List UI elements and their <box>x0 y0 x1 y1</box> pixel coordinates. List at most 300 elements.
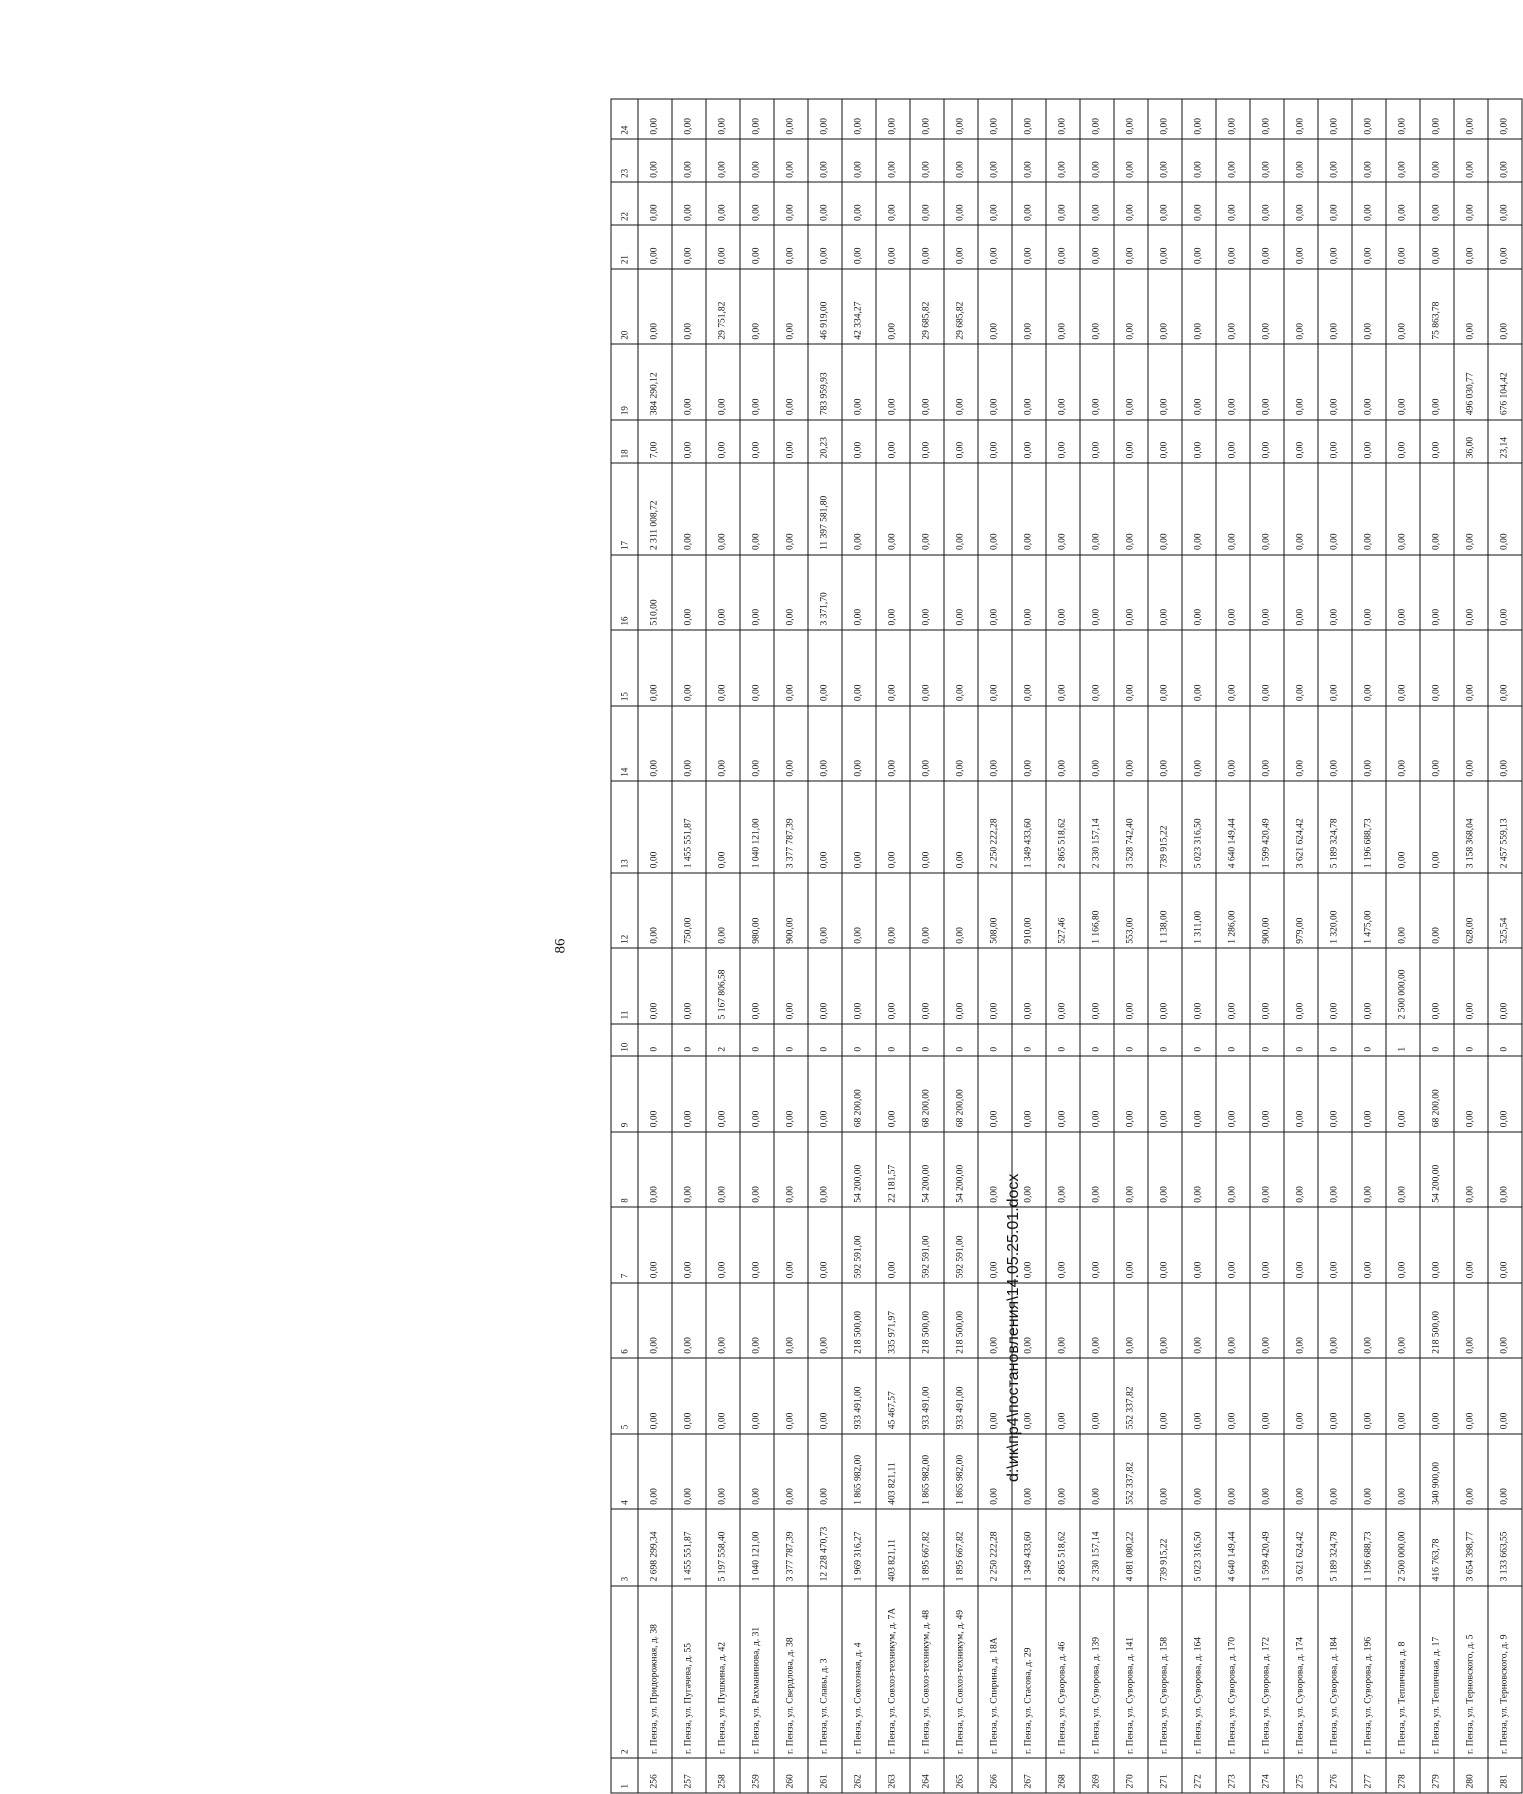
value-cell: 0,00 <box>1250 225 1284 268</box>
value-cell: 0 <box>1148 1024 1182 1056</box>
value-cell: 0,00 <box>1352 463 1386 555</box>
value-cell: 0,00 <box>1182 139 1216 182</box>
value-cell: 0,00 <box>944 182 978 225</box>
row-number-cell: 270 <box>1114 1758 1148 1793</box>
table-row <box>672 99 706 1793</box>
value-cell: 0,00 <box>876 948 910 1024</box>
column-number-cell: 17 <box>611 463 638 555</box>
value-cell: 0,00 <box>1488 1132 1522 1208</box>
value-cell: 0,00 <box>672 706 706 782</box>
value-cell: 1 349 433,60 <box>1012 1509 1046 1586</box>
value-cell: 0,00 <box>740 344 774 420</box>
row-number-cell: 272 <box>1182 1758 1216 1793</box>
value-cell: 0,00 <box>1216 948 1250 1024</box>
value-cell: 46 919,00 <box>808 269 842 345</box>
value-cell: 0,00 <box>774 630 808 706</box>
value-cell: 1 138,00 <box>1148 873 1182 949</box>
value-cell: 0,00 <box>1386 630 1420 706</box>
address-cell: г. Пенза, ул. Тепличная, д. 8 <box>1386 1586 1420 1759</box>
value-cell: 0,00 <box>876 225 910 268</box>
value-cell: 0,00 <box>944 420 978 463</box>
value-cell: 0,00 <box>638 1434 672 1510</box>
page-number: 86 <box>552 938 569 954</box>
value-cell: 0,00 <box>1216 555 1250 631</box>
value-cell: 0,00 <box>1148 463 1182 555</box>
value-cell: 0,00 <box>1420 948 1454 1024</box>
value-cell: 0,00 <box>774 344 808 420</box>
value-cell: 0,00 <box>1012 139 1046 182</box>
value-cell: 1 599 420,49 <box>1250 1509 1284 1586</box>
value-cell: 0,00 <box>1318 1283 1352 1359</box>
value-cell: 2 250 222,28 <box>978 1509 1012 1586</box>
value-cell: 0 <box>1012 1024 1046 1056</box>
value-cell: 0,00 <box>1284 1283 1318 1359</box>
value-cell: 0,00 <box>1216 420 1250 463</box>
value-cell: 0,00 <box>774 463 808 555</box>
value-cell: 0 <box>1114 1024 1148 1056</box>
value-cell: 1 865 982,00 <box>910 1434 944 1510</box>
value-cell: 29 685,82 <box>910 269 944 345</box>
value-cell: 0,00 <box>1454 630 1488 706</box>
value-cell: 0,00 <box>978 1132 1012 1208</box>
value-cell: 403 821,11 <box>876 1509 910 1586</box>
value-cell: 0,00 <box>978 420 1012 463</box>
value-cell: 0,00 <box>1352 420 1386 463</box>
value-cell: 0,00 <box>1182 99 1216 139</box>
value-cell: 0,00 <box>876 555 910 631</box>
value-cell: 0,00 <box>842 182 876 225</box>
value-cell: 0,00 <box>1488 630 1522 706</box>
value-cell: 0,00 <box>1080 555 1114 631</box>
value-cell: 0,00 <box>1386 555 1420 631</box>
file-path-footer: d:\ик\пр4\постановления\14.05.25.01.docx <box>1005 1173 1022 1482</box>
value-cell: 0,00 <box>1284 630 1318 706</box>
value-cell: 0,00 <box>1454 1056 1488 1132</box>
value-cell: 0,00 <box>1080 182 1114 225</box>
value-cell: 0,00 <box>910 420 944 463</box>
value-cell: 0,00 <box>1488 99 1522 139</box>
value-cell: 0,00 <box>808 706 842 782</box>
value-cell: 0 <box>1216 1024 1250 1056</box>
table-row <box>774 99 808 1793</box>
column-number-cell: 3 <box>611 1509 638 1586</box>
address-cell: г. Пенза, ул. Суворова, д. 139 <box>1080 1586 1114 1759</box>
table-row <box>1216 99 1250 1793</box>
value-cell: 2 330 157,14 <box>1080 781 1114 873</box>
value-cell: 933 491,00 <box>842 1358 876 1434</box>
value-cell: 0,00 <box>1250 1132 1284 1208</box>
value-cell: 0,00 <box>1318 630 1352 706</box>
value-cell: 0,00 <box>1148 99 1182 139</box>
value-cell: 0,00 <box>1216 1434 1250 1510</box>
value-cell: 0,00 <box>1318 420 1352 463</box>
value-cell: 4 640 149,44 <box>1216 1509 1250 1586</box>
value-cell: 3 371,70 <box>808 555 842 631</box>
value-cell: 0,00 <box>1420 781 1454 873</box>
value-cell: 0,00 <box>774 269 808 345</box>
value-cell: 1 320,00 <box>1318 873 1352 949</box>
value-cell: 0,00 <box>740 1283 774 1359</box>
value-cell: 0 <box>876 1024 910 1056</box>
value-cell: 0 <box>1284 1024 1318 1056</box>
value-cell: 0,00 <box>978 1434 1012 1510</box>
value-cell: 1 865 982,00 <box>944 1434 978 1510</box>
value-cell: 0,00 <box>842 420 876 463</box>
address-cell: г. Пенза, ул. Суворова, д. 141 <box>1114 1586 1148 1759</box>
value-cell: 496 030,77 <box>1454 344 1488 420</box>
value-cell: 0,00 <box>706 706 740 782</box>
table-row <box>1250 99 1284 1793</box>
value-cell: 510,00 <box>638 555 672 631</box>
value-cell: 0,00 <box>1012 1434 1046 1510</box>
column-number-cell: 1 <box>611 1758 638 1793</box>
value-cell: 0,00 <box>808 1358 842 1434</box>
value-cell: 979,00 <box>1284 873 1318 949</box>
value-cell: 0,00 <box>808 873 842 949</box>
value-cell: 0,00 <box>910 182 944 225</box>
address-cell: г. Пенза, ул. Суворова, д. 164 <box>1182 1586 1216 1759</box>
value-cell: 0,00 <box>1284 1132 1318 1208</box>
data-table <box>611 99 1523 1794</box>
value-cell: 0,00 <box>1488 1358 1522 1434</box>
value-cell: 0,00 <box>706 1283 740 1359</box>
value-cell: 1 196 688,73 <box>1352 781 1386 873</box>
value-cell: 0,00 <box>1182 225 1216 268</box>
column-number-cell: 22 <box>611 182 638 225</box>
value-cell: 0,00 <box>1182 1434 1216 1510</box>
value-cell: 0,00 <box>944 706 978 782</box>
value-cell: 0,00 <box>1284 225 1318 268</box>
value-cell: 0 <box>1182 1024 1216 1056</box>
value-cell: 0,00 <box>1182 1132 1216 1208</box>
value-cell: 0,00 <box>1250 1434 1284 1510</box>
value-cell: 0,00 <box>1216 1283 1250 1359</box>
value-cell: 68 200,00 <box>910 1056 944 1132</box>
value-cell: 0,00 <box>944 344 978 420</box>
value-cell: 0,00 <box>1046 1434 1080 1510</box>
value-cell: 0,00 <box>1454 555 1488 631</box>
value-cell: 0,00 <box>1216 139 1250 182</box>
value-cell: 5 167 806,58 <box>706 948 740 1024</box>
value-cell: 0,00 <box>1114 1056 1148 1132</box>
value-cell: 0,00 <box>638 99 672 139</box>
table-row <box>1114 99 1148 1793</box>
value-cell: 0,00 <box>1182 948 1216 1024</box>
value-cell: 0,00 <box>842 630 876 706</box>
value-cell: 0,00 <box>672 269 706 345</box>
value-cell: 0,00 <box>1148 1056 1182 1132</box>
value-cell: 0,00 <box>876 706 910 782</box>
value-cell: 0,00 <box>978 269 1012 345</box>
table-row <box>1352 99 1386 1793</box>
value-cell: 403 821,11 <box>876 1434 910 1510</box>
value-cell: 0,00 <box>1148 1132 1182 1208</box>
value-cell: 0,00 <box>1420 555 1454 631</box>
value-cell: 0,00 <box>808 948 842 1024</box>
value-cell: 0,00 <box>1080 225 1114 268</box>
value-cell: 0,00 <box>1114 463 1148 555</box>
value-cell: 54 200,00 <box>910 1132 944 1208</box>
value-cell: 1 040 121,00 <box>740 781 774 873</box>
value-cell: 0,00 <box>672 555 706 631</box>
value-cell: 68 200,00 <box>1420 1056 1454 1132</box>
value-cell: 0,00 <box>1318 555 1352 631</box>
value-cell: 0,00 <box>1488 1434 1522 1510</box>
value-cell: 0,00 <box>1114 1207 1148 1283</box>
value-cell: 0,00 <box>1250 1207 1284 1283</box>
address-cell: г. Пенза, ул. Совхоз-техникум, д. 48 <box>910 1586 944 1759</box>
value-cell: 0,00 <box>672 420 706 463</box>
value-cell: 0,00 <box>978 1358 1012 1434</box>
value-cell: 0,00 <box>1114 139 1148 182</box>
value-cell: 0,00 <box>842 706 876 782</box>
value-cell: 0,00 <box>808 182 842 225</box>
value-cell: 0,00 <box>1012 1207 1046 1283</box>
value-cell: 0,00 <box>774 706 808 782</box>
value-cell: 0,00 <box>1012 99 1046 139</box>
value-cell: 0,00 <box>1182 1358 1216 1434</box>
value-cell: 1 040 121,00 <box>740 1509 774 1586</box>
value-cell: 0,00 <box>944 781 978 873</box>
table-row <box>808 99 842 1793</box>
value-cell: 525,54 <box>1488 873 1522 949</box>
value-cell: 0,00 <box>638 269 672 345</box>
value-cell: 0,00 <box>842 139 876 182</box>
value-cell: 0,00 <box>1420 420 1454 463</box>
value-cell: 0,00 <box>910 873 944 949</box>
table-row <box>740 99 774 1793</box>
address-cell: г. Пенза, ул. Спирина, д. 18А <box>978 1586 1012 1759</box>
value-cell: 0,00 <box>1386 225 1420 268</box>
value-cell: 0,00 <box>910 948 944 1024</box>
value-cell: 0,00 <box>876 139 910 182</box>
value-cell: 0,00 <box>910 139 944 182</box>
row-number-cell: 269 <box>1080 1758 1114 1793</box>
value-cell: 592 591,00 <box>944 1207 978 1283</box>
row-number-cell: 262 <box>842 1758 876 1793</box>
table-row <box>910 99 944 1793</box>
value-cell: 0,00 <box>774 555 808 631</box>
row-number-cell: 277 <box>1352 1758 1386 1793</box>
value-cell: 0,00 <box>706 463 740 555</box>
value-cell: 0,00 <box>740 269 774 345</box>
value-cell: 628,00 <box>1454 873 1488 949</box>
value-cell: 0,00 <box>638 873 672 949</box>
value-cell: 0,00 <box>1386 99 1420 139</box>
value-cell: 1 969 316,27 <box>842 1509 876 1586</box>
value-cell: 0,00 <box>1216 1132 1250 1208</box>
value-cell: 0,00 <box>1318 948 1352 1024</box>
value-cell: 527,46 <box>1046 873 1080 949</box>
value-cell: 42 334,27 <box>842 269 876 345</box>
row-number-cell: 256 <box>638 1758 672 1793</box>
value-cell: 0,00 <box>1420 139 1454 182</box>
value-cell: 3 528 742,40 <box>1114 781 1148 873</box>
row-number-cell: 273 <box>1216 1758 1250 1793</box>
value-cell: 2 311 008,72 <box>638 463 672 555</box>
value-cell: 0,00 <box>1080 630 1114 706</box>
column-number-cell: 23 <box>611 139 638 182</box>
value-cell: 0,00 <box>774 1434 808 1510</box>
value-cell: 0,00 <box>1182 182 1216 225</box>
value-cell: 0,00 <box>638 781 672 873</box>
value-cell: 0,00 <box>1182 630 1216 706</box>
value-cell: 0,00 <box>1386 269 1420 345</box>
value-cell: 0,00 <box>1352 1283 1386 1359</box>
table-row <box>1284 99 1318 1793</box>
value-cell: 0,00 <box>1080 99 1114 139</box>
value-cell: 0 <box>1488 1024 1522 1056</box>
value-cell: 0,00 <box>1250 99 1284 139</box>
value-cell: 0 <box>638 1024 672 1056</box>
column-number-cell: 20 <box>611 269 638 345</box>
value-cell: 22 181,57 <box>876 1132 910 1208</box>
column-number-cell: 11 <box>611 948 638 1024</box>
value-cell: 552 337,82 <box>1114 1358 1148 1434</box>
table-row <box>1182 99 1216 1793</box>
row-number-cell: 279 <box>1420 1758 1454 1793</box>
value-cell: 0,00 <box>1284 269 1318 345</box>
value-cell: 218 500,00 <box>910 1283 944 1359</box>
value-cell: 0,00 <box>1148 1358 1182 1434</box>
table-row <box>944 99 978 1793</box>
value-cell: 29 685,82 <box>944 269 978 345</box>
value-cell: 0,00 <box>1148 1283 1182 1359</box>
value-cell: 0,00 <box>1148 269 1182 345</box>
value-cell: 0,00 <box>1420 99 1454 139</box>
value-cell: 0,00 <box>740 948 774 1024</box>
value-cell: 2 500 000,00 <box>1386 1509 1420 1586</box>
value-cell: 54 200,00 <box>842 1132 876 1208</box>
value-cell: 0,00 <box>1352 139 1386 182</box>
value-cell: 0,00 <box>876 1207 910 1283</box>
value-cell: 0 <box>740 1024 774 1056</box>
value-cell: 2 457 559,13 <box>1488 781 1522 873</box>
value-cell: 0,00 <box>1250 420 1284 463</box>
value-cell: 0,00 <box>1420 1207 1454 1283</box>
value-cell: 0,00 <box>910 99 944 139</box>
address-cell: г. Пенза, ул. Стасова, д. 29 <box>1012 1586 1046 1759</box>
value-cell: 0,00 <box>672 344 706 420</box>
value-cell: 0,00 <box>774 1283 808 1359</box>
value-cell: 0,00 <box>1012 706 1046 782</box>
value-cell: 900,00 <box>1250 873 1284 949</box>
value-cell: 0,00 <box>1216 269 1250 345</box>
value-cell: 0,00 <box>774 1207 808 1283</box>
value-cell: 0,00 <box>638 225 672 268</box>
value-cell: 0,00 <box>774 1056 808 1132</box>
value-cell: 0,00 <box>1216 1207 1250 1283</box>
value-cell: 0,00 <box>1454 139 1488 182</box>
value-cell: 0,00 <box>1318 269 1352 345</box>
row-number-cell: 276 <box>1318 1758 1352 1793</box>
value-cell: 0,00 <box>1284 706 1318 782</box>
value-cell: 0,00 <box>740 706 774 782</box>
value-cell: 218 500,00 <box>842 1283 876 1359</box>
value-cell: 0,00 <box>1046 1132 1080 1208</box>
value-cell: 0,00 <box>1454 1434 1488 1510</box>
address-cell: г. Пенза, ул. Совхоз-техникум, д. 49 <box>944 1586 978 1759</box>
value-cell: 5 189 324,78 <box>1318 781 1352 873</box>
value-cell: 0,00 <box>978 139 1012 182</box>
value-cell: 0,00 <box>672 99 706 139</box>
value-cell: 0,00 <box>876 1056 910 1132</box>
value-cell: 0,00 <box>1454 99 1488 139</box>
value-cell: 0,00 <box>1454 706 1488 782</box>
row-number-cell: 259 <box>740 1758 774 1793</box>
value-cell: 0,00 <box>638 182 672 225</box>
address-cell: г. Пенза, ул. Суворова, д. 196 <box>1352 1586 1386 1759</box>
value-cell: 0,00 <box>1012 1056 1046 1132</box>
value-cell: 0,00 <box>1250 139 1284 182</box>
value-cell: 0,00 <box>978 555 1012 631</box>
value-cell: 0,00 <box>1148 1434 1182 1510</box>
value-cell: 0,00 <box>1012 1283 1046 1359</box>
value-cell: 0,00 <box>672 225 706 268</box>
value-cell: 0,00 <box>1216 99 1250 139</box>
value-cell: 0,00 <box>978 99 1012 139</box>
value-cell: 0,00 <box>1148 948 1182 1024</box>
value-cell: 0,00 <box>1488 1283 1522 1359</box>
value-cell: 5 197 558,40 <box>706 1509 740 1586</box>
value-cell: 0,00 <box>706 1358 740 1434</box>
value-cell: 0,00 <box>1318 463 1352 555</box>
value-cell: 0,00 <box>876 463 910 555</box>
value-cell: 0,00 <box>638 1132 672 1208</box>
value-cell: 900,00 <box>774 873 808 949</box>
value-cell: 0,00 <box>1046 344 1080 420</box>
value-cell: 1 166,80 <box>1080 873 1114 949</box>
value-cell: 0,00 <box>1046 139 1080 182</box>
value-cell: 0,00 <box>1012 555 1046 631</box>
value-cell: 0,00 <box>638 706 672 782</box>
value-cell: 0,00 <box>1352 182 1386 225</box>
value-cell: 0 <box>1250 1024 1284 1056</box>
value-cell: 0,00 <box>1012 463 1046 555</box>
value-cell: 0,00 <box>1114 948 1148 1024</box>
value-cell: 0,00 <box>1182 269 1216 345</box>
value-cell: 0,00 <box>1250 1358 1284 1434</box>
value-cell: 0,00 <box>808 139 842 182</box>
value-cell: 739 915,22 <box>1148 781 1182 873</box>
value-cell: 0,00 <box>1250 630 1284 706</box>
value-cell: 910,00 <box>1012 873 1046 949</box>
value-cell: 0,00 <box>1080 344 1114 420</box>
value-cell: 0,00 <box>944 463 978 555</box>
value-cell: 0,00 <box>1114 555 1148 631</box>
value-cell: 0,00 <box>910 781 944 873</box>
value-cell: 0,00 <box>1046 1358 1080 1434</box>
document-page <box>552 99 1510 1794</box>
value-cell: 12 228 470,73 <box>808 1509 842 1586</box>
value-cell: 54 200,00 <box>944 1132 978 1208</box>
value-cell: 0,00 <box>740 463 774 555</box>
value-cell: 0,00 <box>842 555 876 631</box>
column-number-cell: 21 <box>611 225 638 268</box>
value-cell: 7,00 <box>638 420 672 463</box>
column-number-cell: 7 <box>611 1207 638 1283</box>
value-cell: 0,00 <box>1488 948 1522 1024</box>
value-cell: 0,00 <box>842 225 876 268</box>
value-cell: 2 698 299,34 <box>638 1509 672 1586</box>
value-cell: 0,00 <box>1386 706 1420 782</box>
value-cell: 29 751,82 <box>706 269 740 345</box>
value-cell: 0 <box>1318 1024 1352 1056</box>
value-cell: 340 900,00 <box>1420 1434 1454 1510</box>
value-cell: 0,00 <box>1114 182 1148 225</box>
value-cell: 0 <box>1080 1024 1114 1056</box>
value-cell: 0,00 <box>1352 1056 1386 1132</box>
